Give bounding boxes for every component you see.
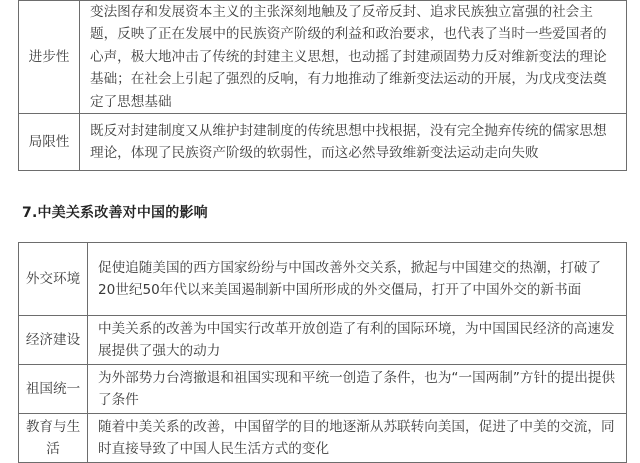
table-row [19, 243, 627, 316]
progress-limit-table [18, 0, 627, 171]
row-label: 经济建设 [19, 316, 88, 365]
row-content: 促使追随美国的西方国家纷纷与中国改善外交关系，掀起与中国建交的热潮，打破了20世纪50年代以来美国遏制新中国所形成的外交僵局，打开了中国外交的新书面 [88, 243, 627, 316]
row-content: 变法图存和发展资本主义的主张深刻地触及了反帝反封、追求民族独立富强的社会主题，反映了正在发展中的民族资产阶级的利益和政治要求，也代表了当时一些爱国者的心声，极大地冲击了传统的封建主义思想，也动摇了封建顽固势力反对维新变法的理论基础；在社会上引起了强烈的反响，有力地推动了维新变法运动的开展，为戊戌变法奠定了思想基础 [80, 1, 627, 114]
table-row [19, 414, 627, 463]
row-content: 为外部势力台湾撤退和祖国实现和平统一创造了条件，也为“一国两制”方针的提出提供了条件 [88, 365, 627, 414]
row-content: 中美关系的改善为中国实行改革开放创造了有利的国际环境，为中国国民经济的高速发展提供了强大的动力 [88, 316, 627, 365]
table-row [19, 1, 627, 114]
section-heading: 7.中美关系改善对中国的影响 [22, 205, 208, 221]
table-row [19, 114, 627, 171]
row-content: 既反对封建制度又从维护封建制度的传统思想中找根据，没有完全抛弃传统的儒家思想理论，体现了民族资产阶级的软弱性，而这必然导致维新变法运动走向失败 [80, 114, 627, 171]
table-row [19, 316, 627, 365]
row-label: 局限性 [19, 114, 80, 171]
row-label: 外交环境 [19, 243, 88, 316]
row-label: 进步性 [19, 1, 80, 114]
row-content: 随着中美关系的改善，中国留学的目的地逐渐从苏联转向美国，促进了中美的交流，同时直接导致了中国人民生活方式的变化 [88, 414, 627, 463]
table-row [19, 365, 627, 414]
row-label: 祖国统一 [19, 365, 88, 414]
row-label: 教育与生活 [19, 414, 88, 463]
